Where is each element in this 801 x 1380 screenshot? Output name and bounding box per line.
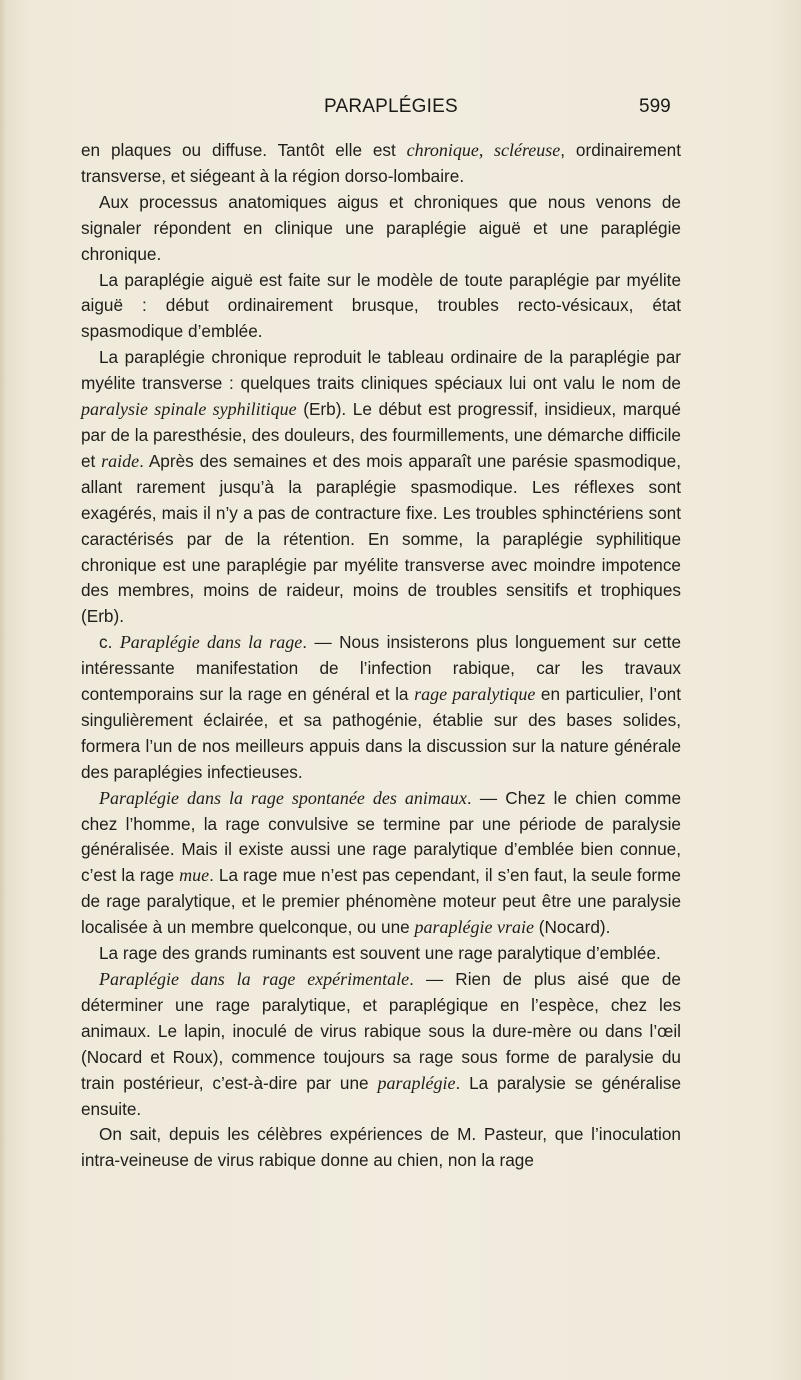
text-run: . La rage mue n’est pas cependant, il s’en faut, la seule forme de rage paralytique, et le premier phénomène moteur peut être une paralysie localisée à un membre quelconque, ou une xyxy=(81,865,681,938)
text-run: On sait, depuis les célèbres expériences de M. Pasteur, que l’inoculation intra-veineuse de virus rabique donne au chien, non la rage xyxy=(81,1124,681,1171)
text-run: . — Chez le chien comme chez l’homme, la rage convulsive se termine par une période de paralysie généralisée. Mais il existe aussi une rage paralytique d’emblée bien connue, c’est la rage xyxy=(81,787,681,886)
text-run: . — Nous insisterons plus longuement sur cette intéressante manifestation de l’infection rabique, car les travaux contemporains sur la rage en général et la xyxy=(81,632,681,705)
section-paragraph xyxy=(81,630,681,785)
text-run: (Erb). Le début est progressif, insidieux, marqué par de la paresthésie, des douleurs, des fourmillements, une démarche difficile et xyxy=(81,399,681,471)
page-header xyxy=(0,96,801,124)
text-run: La rage des grands ruminants est souvent une rage paralytique d’emblée. xyxy=(99,943,661,964)
text-run: La paraplégie chronique reproduit le tableau ordinaire de la paraplégie par myélite transverse : quelques traits cliniques spéciaux lui ont valu le nom de xyxy=(81,347,681,394)
italic-text: Paraplégie dans la rage spontanée des animaux xyxy=(99,787,467,808)
italic-text: raide xyxy=(101,450,140,471)
page-binding-shadow xyxy=(0,0,6,1380)
text-run: en plaques ou diffuse. Tantôt elle est xyxy=(81,140,407,160)
text-run: , ordinairement transverse, et siégeant à la région dorso-lombaire. xyxy=(81,140,681,186)
italic-text: rage paralytique xyxy=(414,684,536,705)
text-run: . — Rien de plus aisé que de déterminer une rage paralytique, et paraplégique en l’espèce, chez les animaux. Le lapin, inoculé de virus rabique sous la dure-mère ou dans l’œil (Nocard et Roux), commence toujours sa rage sous forme de paralysie du train postérieur, c’est-à-dire par une xyxy=(81,969,681,1093)
running-title: PARAPLÉGIES xyxy=(324,96,458,117)
text-run: (Nocard). xyxy=(533,917,611,938)
text-run: . Après des semaines et des mois apparaît une parésie spasmodique, allant rarement jusqu’à la paraplégie spasmodique. Les réflexes sont exagérés, mais il n’y a pas de contracture fixe. Les troubles sphinctériens sont caractérisés par de la rétention. En somme, la paraplégie syphilitique chronique est une paraplégie par myélite transverse avec moindre impotence des membres, moins de raideur, moins de troubles sensitifs et trophiques (Erb). xyxy=(81,450,681,627)
text-run: Aux processus anatomiques aigus et chroniques que nous venons de signaler répondent en clinique une paraplégie aiguë et une paraplégie chronique. xyxy=(81,191,681,264)
italic-text: Paraplégie dans la rage expérimentale xyxy=(99,969,410,989)
subsection-paragraph xyxy=(81,967,681,1122)
body-text xyxy=(81,138,681,1174)
text-run: La paraplégie aiguë est faite sur le modèle de toute paraplégie par myélite aiguë : début ordinairement brusque, troubles recto-vésicaux, état spasmodique d’emblée. xyxy=(81,269,681,342)
italic-text: paraplégie vraie xyxy=(414,917,534,938)
paragraph xyxy=(81,941,681,967)
italic-text: Paraplégie dans la rage xyxy=(119,632,303,653)
text-run: c. xyxy=(99,632,120,653)
italic-text: mue xyxy=(179,865,210,886)
paragraph xyxy=(81,345,681,630)
text-run: . La paralysie se généralise ensuite. xyxy=(81,1072,681,1119)
italic-text: paralysie spinale syphilitique xyxy=(81,399,297,420)
italic-text: paraplégie xyxy=(377,1072,456,1093)
text-run: en particulier, l’ont singulièrement éclairée, et sa pathogénie, établie sur des bases solides, formera l’un de nos meilleurs appuis dans la discussion sur la nature générale des paraplégies infectieuses. xyxy=(81,684,682,782)
paragraph xyxy=(81,268,681,346)
paragraph xyxy=(81,190,681,268)
paragraph xyxy=(81,138,681,190)
paragraph xyxy=(81,1122,681,1174)
page-number: 599 xyxy=(639,96,671,117)
subsection-paragraph xyxy=(81,786,681,941)
italic-text: chronique, scléreuse xyxy=(406,140,561,160)
